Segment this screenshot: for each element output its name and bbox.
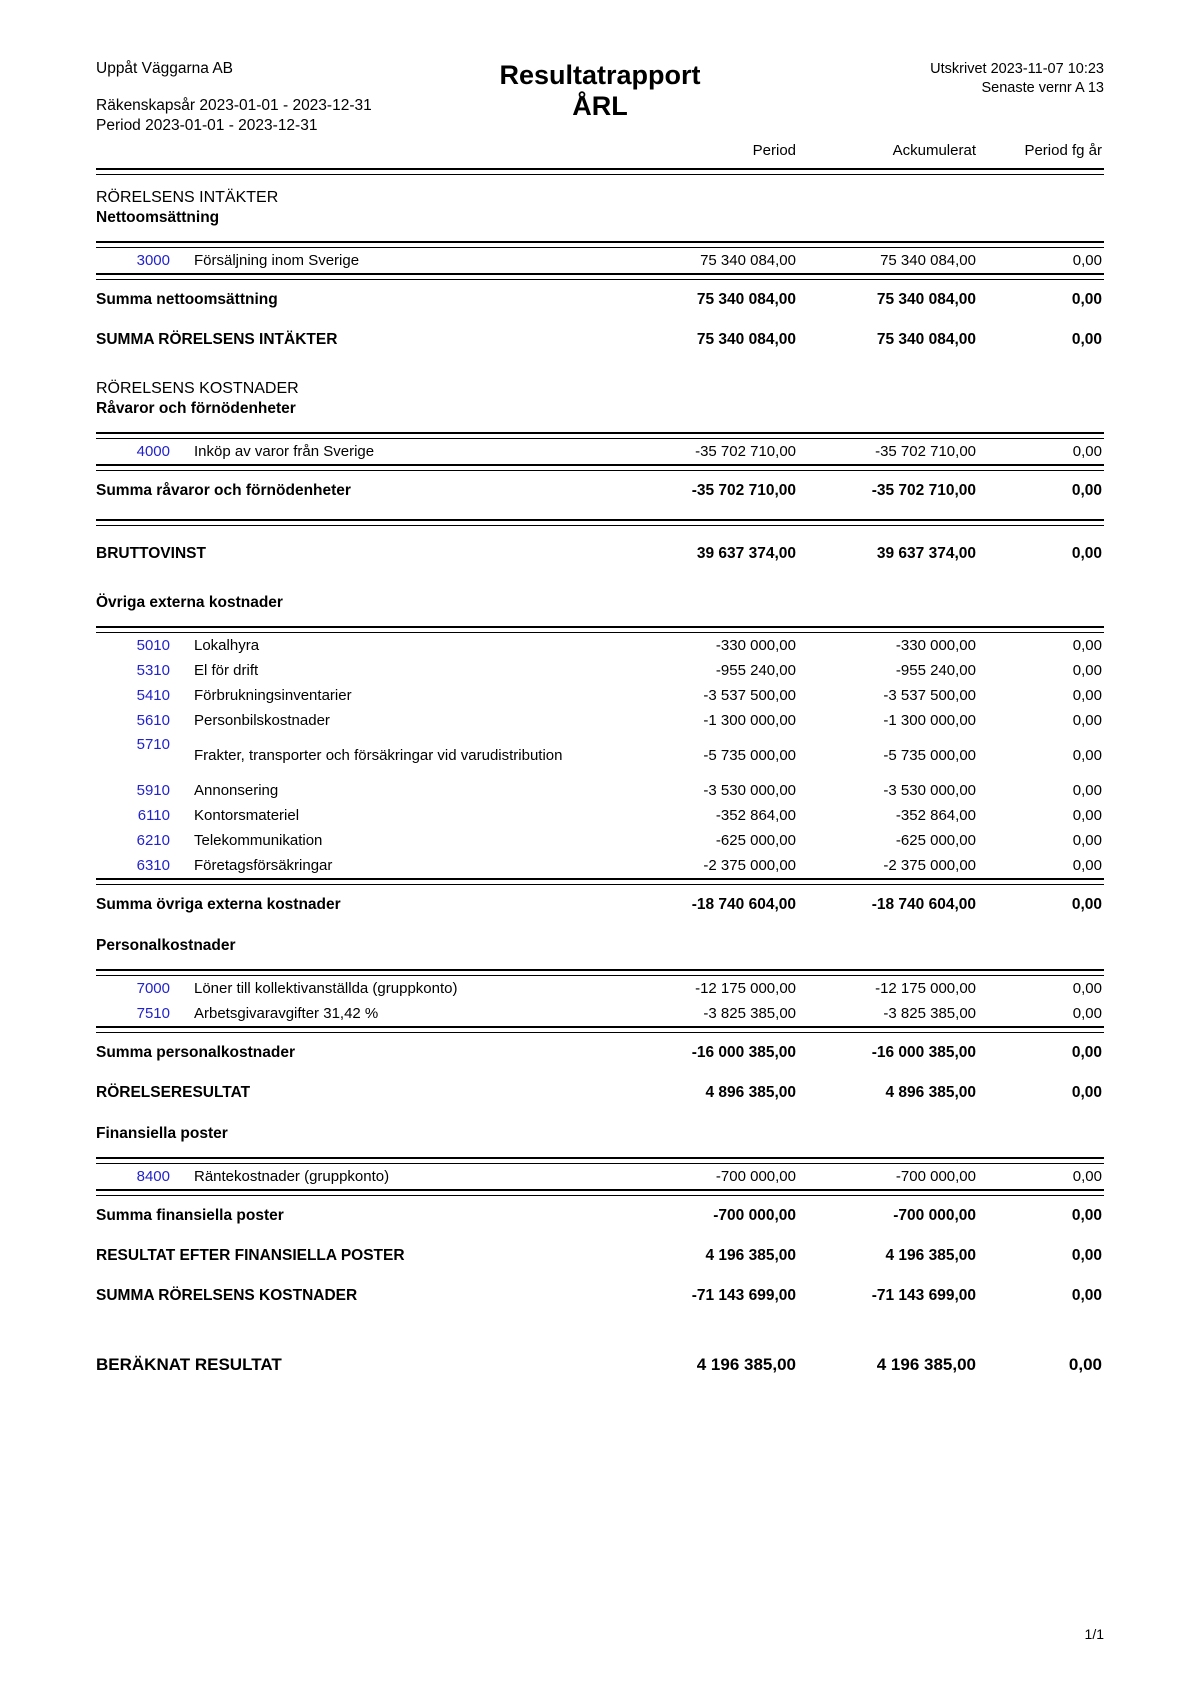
table-row <box>96 1164 1104 1189</box>
sum-personnel-label: Summa personalkostnader <box>96 1044 295 1061</box>
rule-above-personnel <box>96 969 1104 976</box>
account-name: Företagsförsäkringar <box>194 856 333 874</box>
report-title-line1: Resultatrapport <box>499 60 701 90</box>
amount-period: -35 702 710,00 <box>695 443 796 460</box>
amount-period: 75 340 084,00 <box>700 252 796 269</box>
amount-period: -625 000,00 <box>715 832 796 849</box>
group-other-external <box>96 574 1104 626</box>
gross-profit-row <box>96 526 1104 574</box>
table-row <box>96 439 1104 464</box>
sum-materials-label: Summa råvaror och förnödenheter <box>96 482 351 499</box>
amount-accumulated: -330 000,00 <box>895 637 976 654</box>
table-row <box>96 658 1104 683</box>
account-number: 5410 <box>136 687 170 704</box>
table-row <box>96 633 1104 658</box>
report-header <box>96 52 1104 142</box>
sum-materials-period: -35 702 710,00 <box>691 482 796 499</box>
rule-above-other-external <box>96 626 1104 633</box>
group-personnel <box>96 925 1104 969</box>
sum-net-turnover-prev-year: 0,00 <box>1071 291 1102 308</box>
result-after-financial-prev-year: 0,00 <box>1071 1247 1102 1264</box>
sum-revenue-period: 75 340 084,00 <box>696 331 796 348</box>
amount-accumulated: -352 864,00 <box>895 807 976 824</box>
rule-above-gross-profit <box>96 519 1104 526</box>
sum-other-external-row <box>96 885 1104 925</box>
company-name: Uppåt Väggarna AB <box>96 60 234 77</box>
amount-prev-year: 0,00 <box>1072 857 1102 874</box>
account-number: 5710 <box>136 736 170 753</box>
financial-heading: Finansiella poster <box>96 1125 228 1142</box>
report-title-line2: ÅRL <box>572 91 628 121</box>
amount-prev-year: 0,00 <box>1072 1005 1102 1022</box>
rule-above-8400 <box>96 1157 1104 1164</box>
spacer <box>96 1316 1104 1342</box>
rule-below-personnel <box>96 1026 1104 1033</box>
printed-timestamp: Utskrivet 2023-11-07 10:23 <box>930 61 1104 77</box>
account-number: 4000 <box>136 443 170 460</box>
column-header-accumulated: Ackumulerat <box>892 142 976 159</box>
sum-revenue-label: SUMMA RÖRELSENS INTÄKTER <box>96 331 338 348</box>
sum-net-turnover-row <box>96 280 1104 320</box>
page-number: 1/1 <box>1084 1626 1104 1642</box>
sum-financial-prev-year: 0,00 <box>1071 1207 1102 1224</box>
result-after-financial-row <box>96 1236 1104 1276</box>
gross-profit-period: 39 637 374,00 <box>696 545 796 562</box>
amount-period: -5 735 000,00 <box>703 747 796 764</box>
amount-period: -12 175 000,00 <box>695 980 796 997</box>
account-name: Arbetsgivaravgifter 31,42 % <box>194 1004 379 1022</box>
sum-materials-prev-year: 0,00 <box>1071 482 1102 499</box>
operating-result-accumulated: 4 896 385,00 <box>885 1084 976 1101</box>
personnel-heading: Personalkostnader <box>96 937 236 954</box>
account-name: El för drift <box>194 661 259 679</box>
amount-accumulated: 75 340 084,00 <box>880 252 976 269</box>
amount-prev-year: 0,00 <box>1072 687 1102 704</box>
net-turnover-heading: Nettoomsättning <box>96 209 220 226</box>
sum-net-turnover-label: Summa nettoomsättning <box>96 291 278 308</box>
fiscal-year-line: Räkenskapsår 2023-01-01 - 2023-12-31 <box>96 97 372 114</box>
account-number: 7510 <box>136 1005 170 1022</box>
amount-period: -352 864,00 <box>715 807 796 824</box>
account-number: 5610 <box>136 712 170 729</box>
other-external-heading: Övriga externa kostnader <box>96 594 283 611</box>
sum-operating-costs-prev-year: 0,00 <box>1071 1287 1102 1304</box>
calculated-result-label: BERÄKNAT RESULTAT <box>96 1355 282 1374</box>
account-name: Frakter, transporter och försäkringar vid varudistribution <box>194 746 563 764</box>
sum-operating-costs-row <box>96 1276 1104 1316</box>
result-after-financial-period: 4 196 385,00 <box>705 1247 796 1264</box>
spacer <box>96 511 1104 519</box>
group-net-turnover <box>96 209 1104 241</box>
sum-financial-row <box>96 1196 1104 1236</box>
amount-accumulated: -700 000,00 <box>895 1168 976 1185</box>
sum-other-external-period: -18 740 604,00 <box>691 896 796 913</box>
table-row <box>96 708 1104 733</box>
calculated-result-row <box>96 1342 1104 1388</box>
sum-other-external-label: Summa övriga externa kostnader <box>96 896 341 913</box>
amount-prev-year: 0,00 <box>1072 832 1102 849</box>
rule-below-3000 <box>96 273 1104 280</box>
amount-period: -3 530 000,00 <box>703 782 796 799</box>
account-number: 8400 <box>136 1168 170 1185</box>
operating-result-prev-year: 0,00 <box>1071 1084 1102 1101</box>
result-after-financial-accumulated: 4 196 385,00 <box>885 1247 976 1264</box>
amount-prev-year: 0,00 <box>1072 637 1102 654</box>
sum-net-turnover-period: 75 340 084,00 <box>696 291 796 308</box>
account-number: 6210 <box>136 832 170 849</box>
sum-operating-costs-period: -71 143 699,00 <box>691 1287 796 1304</box>
sum-net-turnover-accumulated: 75 340 084,00 <box>876 291 976 308</box>
amount-period: -1 300 000,00 <box>703 712 796 729</box>
rule-below-4000 <box>96 464 1104 471</box>
account-name: Personbilskostnader <box>194 711 330 729</box>
amount-accumulated: -5 735 000,00 <box>883 747 976 764</box>
sum-financial-accumulated: -700 000,00 <box>893 1207 976 1224</box>
account-number: 7000 <box>136 980 170 997</box>
sum-operating-costs-accumulated: -71 143 699,00 <box>871 1287 976 1304</box>
calculated-result-accumulated: 4 196 385,00 <box>876 1355 976 1374</box>
group-revenue <box>96 175 1104 209</box>
sum-revenue-prev-year: 0,00 <box>1071 331 1102 348</box>
amount-accumulated: -12 175 000,00 <box>875 980 976 997</box>
account-name: Telekommunikation <box>194 831 323 849</box>
table-row <box>96 778 1104 803</box>
sum-revenue-row <box>96 320 1104 360</box>
column-header-period: Period <box>752 142 796 159</box>
account-name: Annonsering <box>194 781 279 799</box>
amount-prev-year: 0,00 <box>1072 747 1102 764</box>
amount-period: -700 000,00 <box>715 1168 796 1185</box>
account-number: 3000 <box>136 252 170 269</box>
amount-prev-year: 0,00 <box>1072 807 1102 824</box>
amount-period: -3 825 385,00 <box>703 1005 796 1022</box>
group-costs <box>96 360 1104 400</box>
sum-other-external-accumulated: -18 740 604,00 <box>871 896 976 913</box>
column-header-prev-year: Period fg år <box>1024 142 1102 159</box>
materials-heading: Råvaror och förnödenheter <box>96 400 296 417</box>
amount-period: -3 537 500,00 <box>703 687 796 704</box>
table-row <box>96 853 1104 878</box>
account-number: 6310 <box>136 857 170 874</box>
sum-personnel-period: -16 000 385,00 <box>691 1044 796 1061</box>
amount-period: -330 000,00 <box>715 637 796 654</box>
sum-personnel-accumulated: -16 000 385,00 <box>871 1044 976 1061</box>
amount-period: -955 240,00 <box>715 662 796 679</box>
amount-prev-year: 0,00 <box>1072 782 1102 799</box>
costs-heading: RÖRELSENS KOSTNADER <box>96 380 299 397</box>
sum-other-external-prev-year: 0,00 <box>1071 896 1102 913</box>
calculated-result-period: 4 196 385,00 <box>696 1355 796 1374</box>
sum-operating-costs-label: SUMMA RÖRELSENS KOSTNADER <box>96 1287 358 1304</box>
group-financial <box>96 1113 1104 1157</box>
account-number: 5010 <box>136 637 170 654</box>
gross-profit-prev-year: 0,00 <box>1071 545 1102 562</box>
rule-top <box>96 168 1104 175</box>
revenue-heading: RÖRELSENS INTÄKTER <box>96 189 279 206</box>
account-name: Försäljning inom Sverige <box>194 251 360 269</box>
group-materials <box>96 400 1104 432</box>
period-line: Period 2023-01-01 - 2023-12-31 <box>96 117 318 134</box>
amount-prev-year: 0,00 <box>1072 252 1102 269</box>
table-row <box>96 1001 1104 1026</box>
amount-prev-year: 0,00 <box>1072 980 1102 997</box>
table-row <box>96 803 1104 828</box>
account-name: Kontorsmateriel <box>194 806 300 824</box>
table-row <box>96 976 1104 1001</box>
sum-revenue-accumulated: 75 340 084,00 <box>876 331 976 348</box>
account-name: Inköp av varor från Sverige <box>194 442 375 460</box>
amount-prev-year: 0,00 <box>1072 662 1102 679</box>
gross-profit-accumulated: 39 637 374,00 <box>876 545 976 562</box>
rule-above-3000 <box>96 241 1104 248</box>
calculated-result-prev-year: 0,00 <box>1068 1355 1102 1374</box>
account-name: Räntekostnader (gruppkonto) <box>194 1167 390 1185</box>
account-number: 6110 <box>137 807 170 824</box>
rule-above-4000 <box>96 432 1104 439</box>
account-name: Förbrukningsinventarier <box>194 686 352 704</box>
amount-accumulated: -955 240,00 <box>895 662 976 679</box>
account-name: Lokalhyra <box>194 636 260 654</box>
table-row <box>96 828 1104 853</box>
sum-materials-row <box>96 471 1104 511</box>
account-number: 5310 <box>136 662 170 679</box>
sum-financial-period: -700 000,00 <box>713 1207 796 1224</box>
amount-prev-year: 0,00 <box>1072 443 1102 460</box>
amount-accumulated: -3 825 385,00 <box>883 1005 976 1022</box>
gross-profit-label: BRUTTOVINST <box>96 545 206 562</box>
last-voucher-number: Senaste vernr A 13 <box>981 80 1104 96</box>
rule-below-8400 <box>96 1189 1104 1196</box>
account-name: Löner till kollektivanställda (gruppkonto) <box>194 979 458 997</box>
operating-result-row <box>96 1073 1104 1113</box>
amount-accumulated: -625 000,00 <box>895 832 976 849</box>
column-header-row <box>96 142 1104 168</box>
amount-accumulated: -3 537 500,00 <box>883 687 976 704</box>
amount-period: -2 375 000,00 <box>703 857 796 874</box>
amount-accumulated: -3 530 000,00 <box>883 782 976 799</box>
amount-prev-year: 0,00 <box>1072 712 1102 729</box>
sum-materials-accumulated: -35 702 710,00 <box>871 482 976 499</box>
table-row <box>96 248 1104 273</box>
amount-prev-year: 0,00 <box>1072 1168 1102 1185</box>
header-right-block <box>930 60 1104 98</box>
amount-accumulated: -2 375 000,00 <box>883 857 976 874</box>
rule-below-other-external <box>96 878 1104 885</box>
amount-accumulated: -1 300 000,00 <box>883 712 976 729</box>
sum-personnel-prev-year: 0,00 <box>1071 1044 1102 1061</box>
account-number: 5910 <box>136 782 170 799</box>
table-row <box>96 683 1104 708</box>
sum-personnel-row <box>96 1033 1104 1073</box>
amount-accumulated: -35 702 710,00 <box>875 443 976 460</box>
operating-result-period: 4 896 385,00 <box>705 1084 796 1101</box>
sum-financial-label: Summa finansiella poster <box>96 1207 284 1224</box>
operating-result-label: RÖRELSERESULTAT <box>96 1084 251 1101</box>
income-statement-table <box>96 142 1104 1388</box>
result-after-financial-label: RESULTAT EFTER FINANSIELLA POSTER <box>96 1247 405 1264</box>
table-row <box>96 733 1104 778</box>
